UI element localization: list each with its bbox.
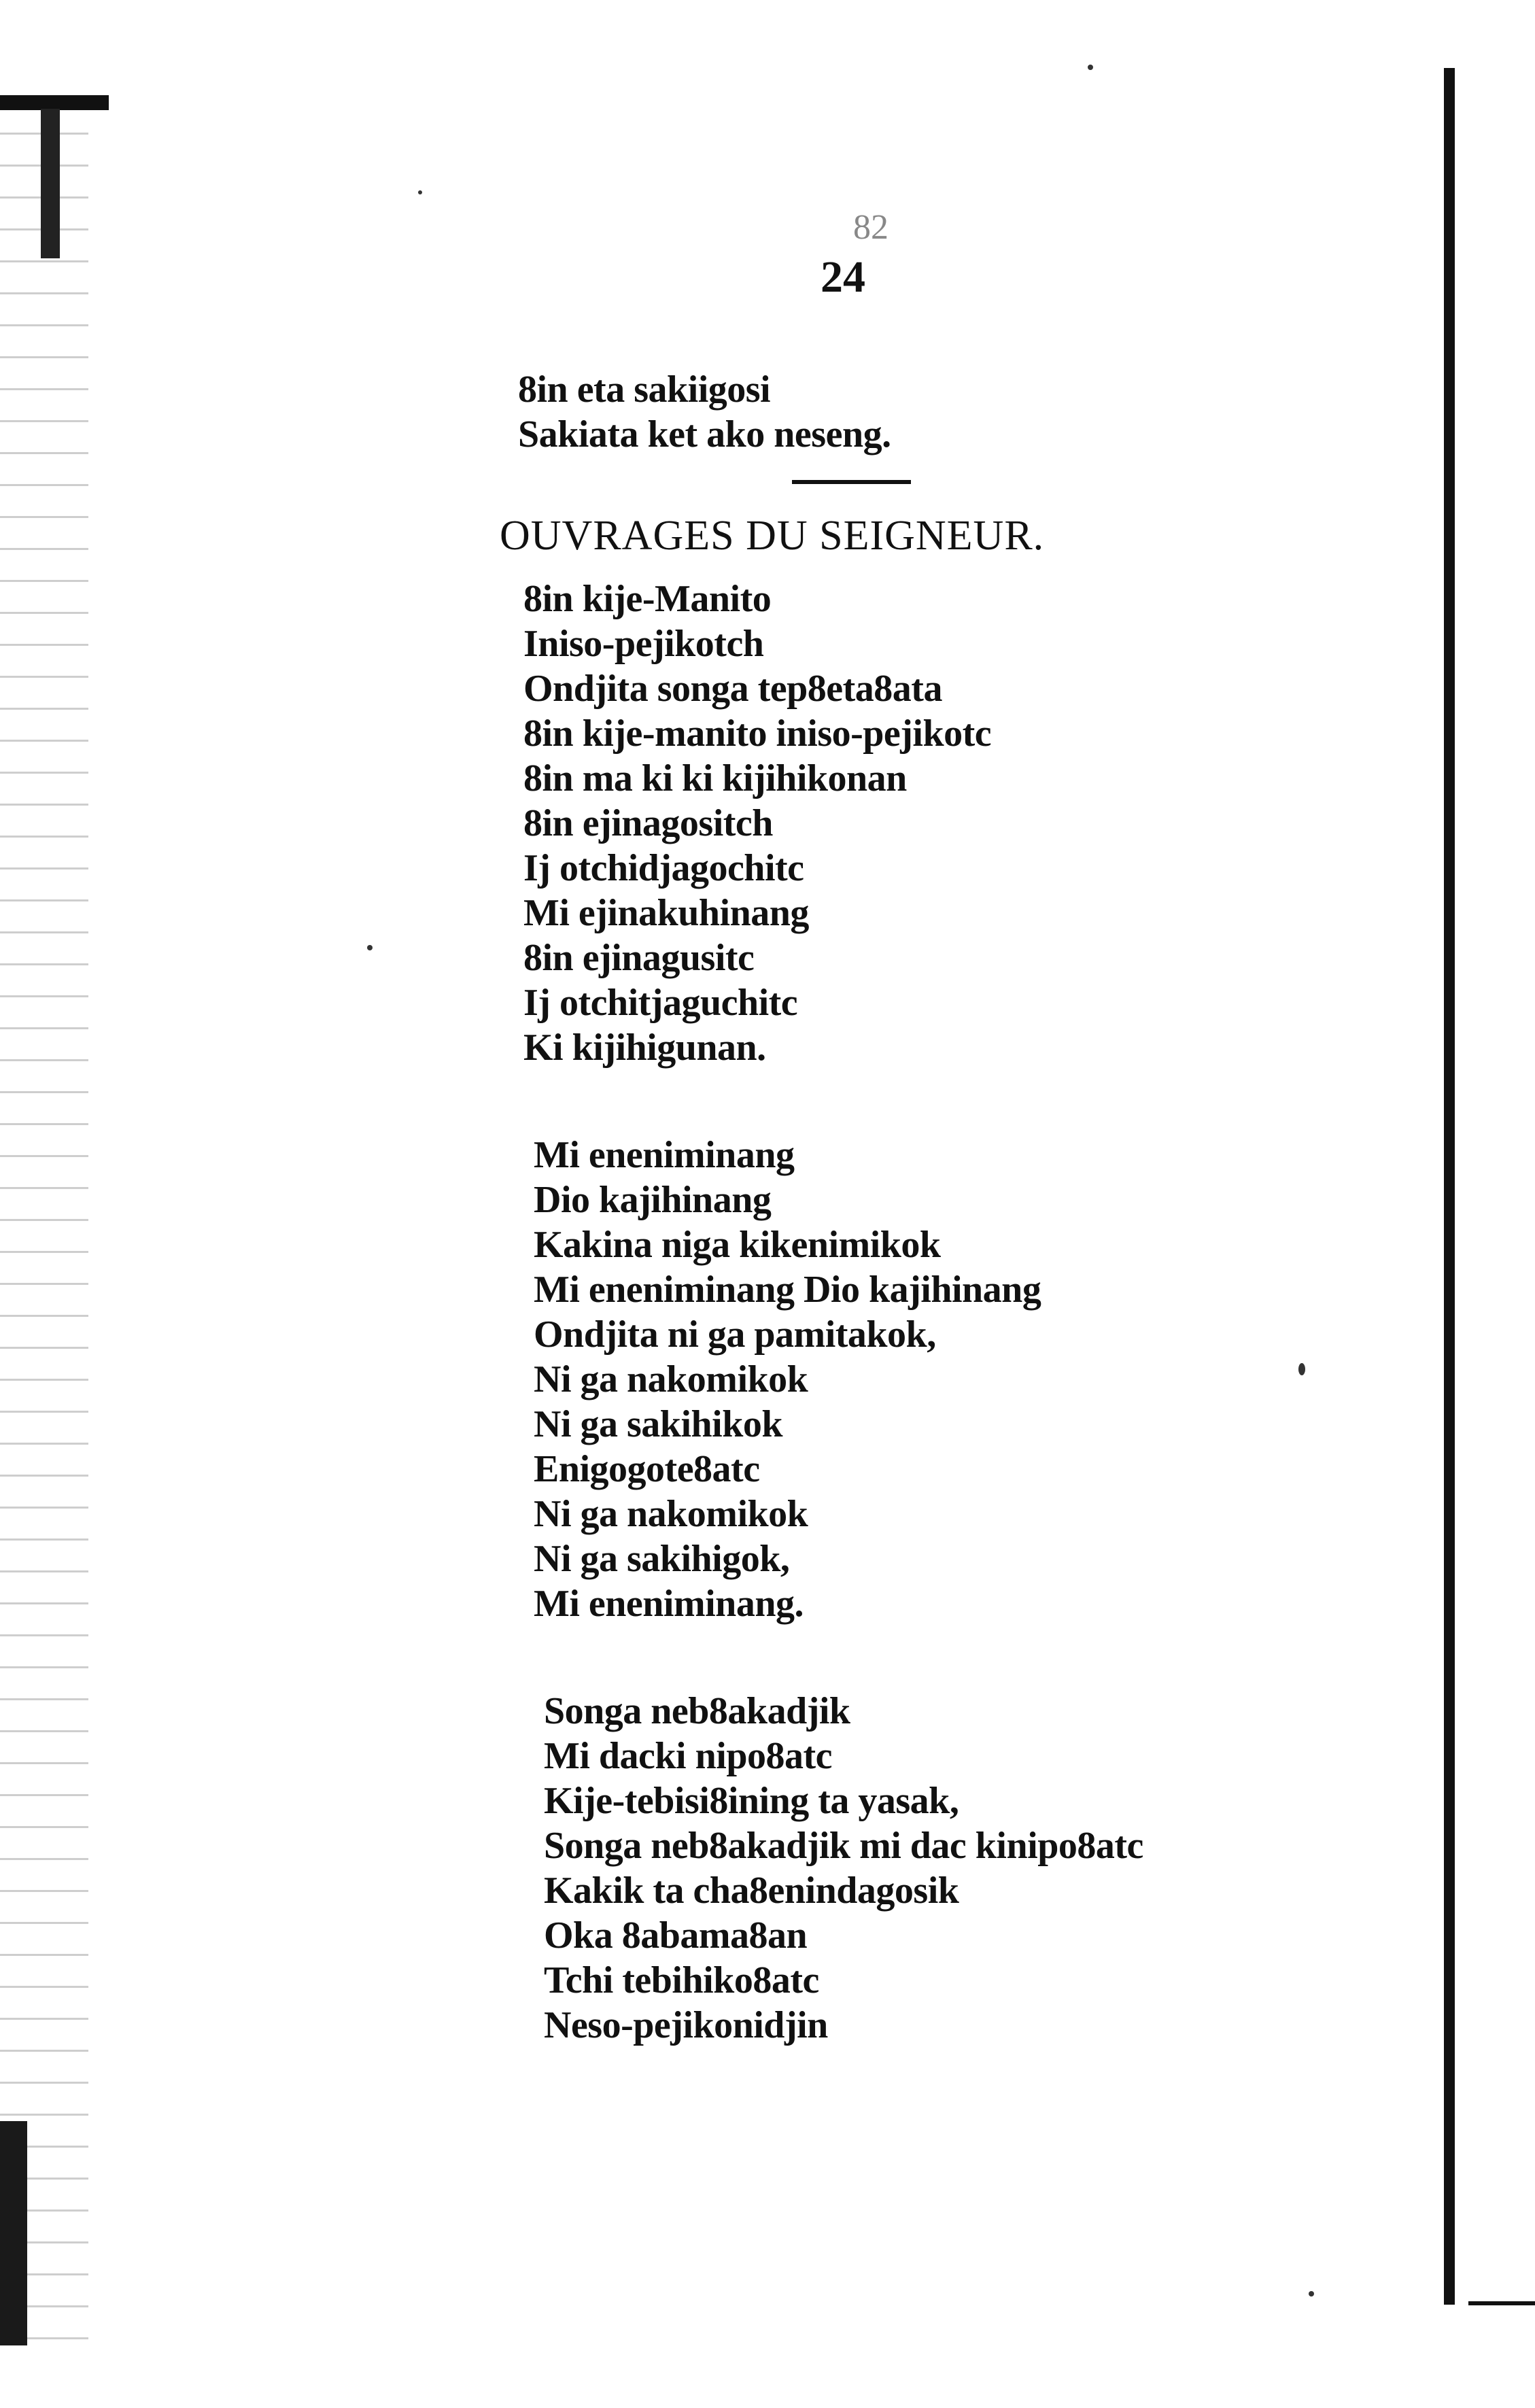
text-line: Songa neb8akadjik mi dac kinipo8atc (544, 1825, 1143, 1867)
text-line: Ij otchitjaguchitc (523, 982, 798, 1024)
text-line: Ni ga nakomikok (534, 1358, 808, 1400)
text-line: 8in kije-manito iniso-pejikotc (523, 712, 992, 755)
text-line: Iniso-pejikotch (523, 623, 764, 665)
page-edge-left (0, 88, 88, 2359)
text-line: 8in ejinagositch (523, 802, 773, 844)
text-line: 8in ejinagusitc (523, 937, 755, 979)
scan-speck (418, 190, 422, 194)
text-line: Tchi tebihiko8atc (544, 1959, 819, 2001)
text-line: Songa neb8akadjik (544, 1690, 850, 1732)
text-line: Ki kijihigunan. (523, 1027, 766, 1069)
page-edge-right-foot (1468, 2301, 1535, 2305)
text-line: Ni ga sakihikok (534, 1403, 782, 1445)
text-line: Dio kajihinang (534, 1179, 772, 1221)
scan-speck (1298, 1363, 1305, 1375)
text-line: 8in eta sakiigosi (518, 368, 771, 411)
text-line: 8in ma ki ki kijihikonan (523, 757, 907, 799)
text-line: Neso-pejikonidjin (544, 2004, 828, 2046)
text-line: Enigogote8atc (534, 1448, 760, 1490)
text-line: Mi eneniminang Dio kajihinang (534, 1269, 1041, 1311)
text-line: Mi eneniminang (534, 1134, 795, 1176)
scan-speck (1309, 2291, 1314, 2297)
text-line: Mi dacki nipo8atc (544, 1735, 832, 1777)
text-line: Ni ga nakomikok (534, 1493, 808, 1535)
section-divider (792, 480, 911, 484)
text-line: Sakiata ket ako neseng. (518, 413, 891, 455)
page-edge-mark-bottom (0, 2121, 27, 2345)
text-line: Mi ejinakuhinang (523, 892, 809, 934)
page-number: 24 (821, 252, 865, 302)
page-number-bleedthrough: 82 (853, 208, 889, 247)
text-line: Ij otchidjagochitc (523, 847, 804, 889)
text-line: Oka 8abama8an (544, 1914, 808, 1957)
text-line: 8in kije-Manito (523, 578, 772, 620)
text-line: Mi eneniminang. (534, 1583, 804, 1625)
text-line: Ondjita songa tep8eta8ata (523, 668, 942, 710)
page-edge-mark-vertical (41, 109, 60, 258)
scan-speck (367, 945, 373, 950)
scan-speck (1088, 65, 1093, 70)
page-edge-right (1444, 68, 1455, 2305)
text-line: Kakik ta cha8enindagosik (544, 1870, 959, 1912)
text-line: Kakina niga kikenimikok (534, 1224, 941, 1266)
page-edge-mark-top (0, 95, 109, 110)
text-line: Ondjita ni ga pamitakok, (534, 1313, 936, 1356)
text-line: Ni ga sakihigok, (534, 1538, 790, 1580)
section-heading: OUVRAGES DU SEIGNEUR. (500, 513, 1045, 559)
text-line: Kije-tebisi8ining ta yasak, (544, 1780, 959, 1822)
